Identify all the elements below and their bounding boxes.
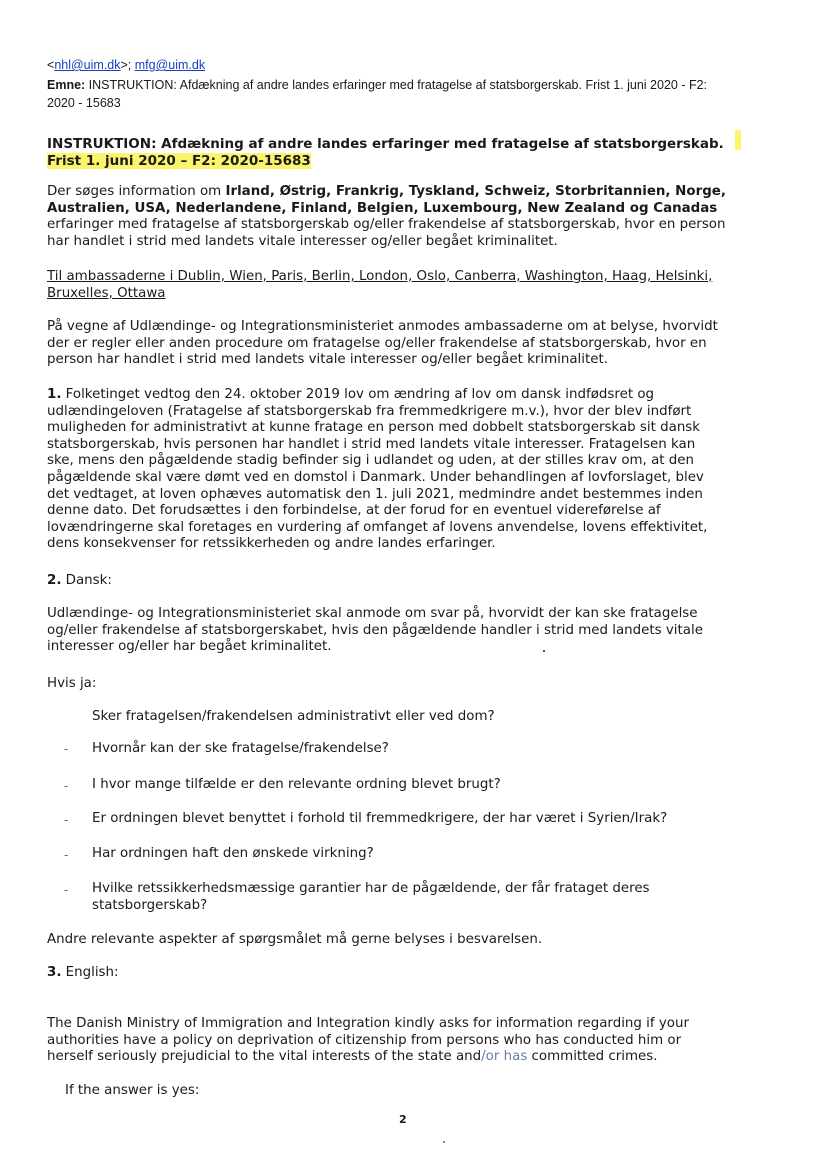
if-yes-label: Hvis ja: <box>47 676 97 691</box>
intro-paragraph <box>47 184 817 250</box>
speck-mark <box>443 1141 445 1143</box>
bullet-dash: - <box>64 779 69 793</box>
email-subject <box>47 77 817 94</box>
bullet-dash: - <box>64 883 69 897</box>
email-subject-cont: 2020 - 15683 <box>47 96 121 110</box>
email-bracket: < <box>47 58 55 72</box>
highlight-mark <box>735 130 741 150</box>
page-number: 2 <box>399 1113 407 1126</box>
question-4: Er ordningen blevet benyttet i forhold til fremmedkrigere, der har været i Syrien/Irak? <box>92 811 668 826</box>
bullet-dash: - <box>64 742 69 756</box>
section-2-paragraph: Udlændinge- og Integrationsministeriet skal anmode om svar på, hvorvidt der kan ske fratagelse og/eller frakendelse af statsborgerskabet, hvis den pågældende handler i strid med landets vitale interesser og/eller har begået kriminalitet. <box>47 606 703 655</box>
section-1-line-1: 1. Folketinget vedtog den 24. oktober 2019 lov om ændring af lov om dansk indfødsret og <box>47 387 655 402</box>
bullet-dash: - <box>64 813 69 827</box>
section-1: 1. Folketinget vedtog den 24. oktober 2019 lov om ændring af lov om dansk indfødsret og udlændingeloven (Fratagelse af statsborgerskab fra fremmedkrigere m.v.), hvor der blev indført muligheden for administrativt at kunne fratage en person med dobbelt statsborgerskab sit dansk statsborgerskab, hvis personen har handlet i strid med landets vitale interesser. Fratagelsen kan ske, mens den pågældende stadig befinder sig i udlandet og uden, at der stilles krav om, at den pågældende skal være dømt ved en domstol i Danmark. Under behandlingen af lovforslaget, blev det vedtaget, at loven ophæves automatisk den 1. juli 2021, medmindre andet bestemmes inden denne dato. Det forudsættes i den forbindelse, at der forud for en eventuel videreførelse af lovændringerne skal foretages en vurdering af omfanget af lovens anvendelse, lovens effektivitet, dens konsekvenser for retssikkerheden og andre landes erfaringer. <box>47 387 817 553</box>
page-title <box>47 135 724 153</box>
intro-line-2: Australien, USA, Nederlandene, Finland, Belgien, Luxembourg, New Zealand og Canadas <box>47 200 718 216</box>
request-paragraph: På vegne af Udlændinge- og Integrationsministeriet anmodes ambassaderne om at belyse, hvorvidt der er regler eller anden procedure om fratagelse og/eller frakendelse af statsborgerskab, hvor en person har handlet i strid med landets vitale interesser og/eller begået kriminalitet. <box>47 319 718 368</box>
recipients: Til ambassaderne i Dublin, Wien, Paris, Berlin, London, Oslo, Canberra, Washington, Haag, Helsinki, Bruxelles, Ottawa <box>47 269 713 301</box>
question-5: Har ordningen haft den ønskede virkning? <box>92 846 374 861</box>
email-link-nhl[interactable]: nhl@uim.dk <box>54 58 121 72</box>
email-recipients <box>47 57 205 74</box>
other-aspects: Andre relevante aspekter af spørgsmålet må gerne belyses i besvarelsen. <box>47 932 543 947</box>
section-3-heading: 3. English: <box>47 965 119 980</box>
section-3-paragraph: The Danish Ministry of Immigration and Integration kindly asks for information regarding if your authorities have a policy on deprivation of citizenship from persons who has conducted him or herself seriously prejudicial to the vital interests of the state and/or has committed crimes. <box>47 1016 817 1066</box>
question-2: Hvornår kan der ske fratagelse/frakendelse? <box>92 741 389 756</box>
if-answer-yes: If the answer is yes: <box>65 1083 200 1098</box>
email-separator: >; <box>120 58 135 72</box>
section-2-heading: 2. Dansk: <box>47 573 112 588</box>
subject-label: Emne: <box>47 78 86 92</box>
question-1: Sker fratagelsen/frakendelsen administrativt eller ved dom? <box>92 709 495 724</box>
subject-text: INSTRUKTION: Afdækning af andre landes erfaringer med fratagelse af statsborgerskab. Frist 1. juni 2020 - F2: <box>85 78 708 92</box>
title-line-1: INSTRUKTION: Afdækning af andre landes erfaringer med fratagelse af statsborgerskab. <box>47 136 724 152</box>
intro-line-4: har handlet i strid med landets vitale interesser og/eller begået kriminalitet. <box>47 233 558 249</box>
intro-line-3: erfaringer med fratagelse af statsborgerskab og/eller frakendelse af statsborgerskab, hvor en person <box>47 217 726 233</box>
question-3: I hvor mange tilfælde er den relevante ordning blevet brugt? <box>92 777 501 792</box>
page-title-deadline <box>47 152 311 170</box>
title-line-2: Frist 1. juni 2020 – F2: 2020-15683 <box>47 153 311 169</box>
email-link-mfg[interactable]: mfg@uim.dk <box>134 58 206 72</box>
speck-mark <box>543 650 545 652</box>
intro-line-1: Der søges information om Irland, Østrig, Frankrig, Tyskland, Schweiz, Storbritannien, Norge, <box>47 184 726 199</box>
question-6: Hvilke retssikkerhedsmæssige garantier har de pågældende, der får frataget deres statsborgerskab? <box>92 881 650 913</box>
bullet-dash: - <box>64 848 69 862</box>
section-3-line-3: herself seriously prejudicial to the vital interests of the state and/or has committed crimes. <box>47 1049 658 1065</box>
